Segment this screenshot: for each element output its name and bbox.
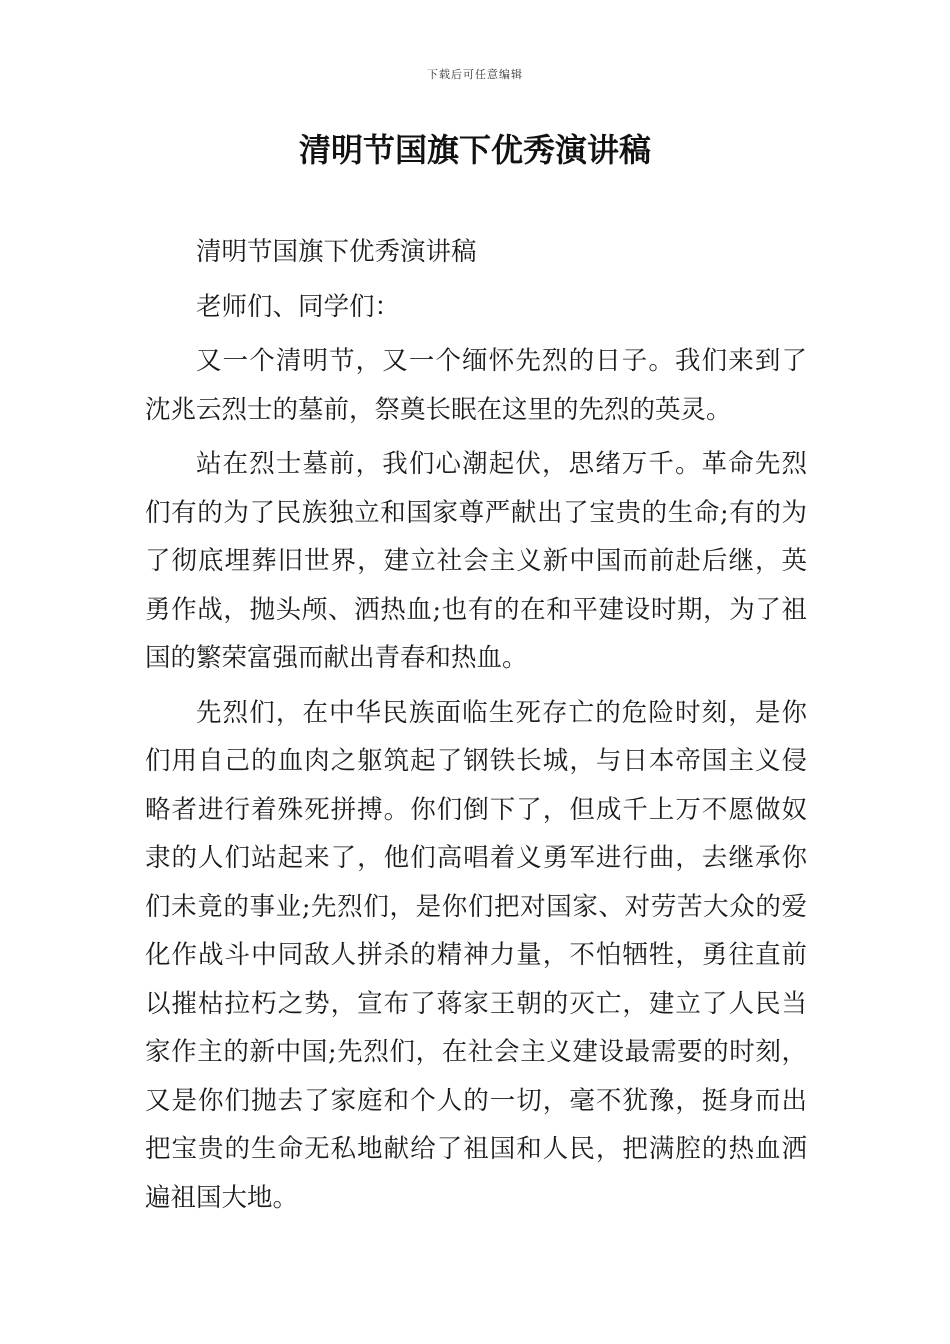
document-title: 清明节国旗下优秀演讲稿 [298, 131, 651, 169]
paragraph-1: 又一个清明节，又一个缅怀先烈的日子。我们来到了沈兆云烈士的墓前，祭奠长眠在这里的先烈的英灵。 [145, 346, 807, 425]
paragraph-3: 先烈们，在中华民族面临生死存亡的危险时刻，是你们用自己的血肉之躯筑起了钢铁长城，与日本帝国主义侵略者进行着殊死拼搏。你们倒下了，但成千上万不愿做奴隶的人们站起来了，他们高唱着义勇军进行曲，去继承你们未竟的事业;先烈们，是你们把对国家、对劳苦大众的爱化作战斗中同敌人拼杀的精神力量，不怕牺牲，勇往直前以摧枯拉朽之势，宣布了蒋家王朝的灭亡，建立了人民当家作主的新中国;先烈们，在社会主义建设最需要的时刻，又是你们抛去了家庭和个人的一切，毫不犹豫，挺身而出把宝贵的生命无私地献给了祖国和人民，把满腔的热血洒遍祖国大地。 [145, 697, 807, 1213]
page-header-note: 下载后可任意编辑 [427, 68, 523, 81]
paragraph-salutation: 老师们、同学们： [196, 291, 401, 322]
paragraph-subtitle: 清明节国旗下优秀演讲稿 [196, 237, 477, 267]
paragraph-2: 站在烈士墓前，我们心潮起伏，思绪万千。革命先烈们有的为了民族独立和国家尊严献出了宝贵的生命;有的为了彻底埋葬旧世界，建立社会主义新中国而前赴后继，英勇作战，抛头颅、洒热血;也有的在和平建设时期，为了祖国的繁荣富强而献出青春和热血。 [145, 449, 807, 673]
document-body [145, 228, 807, 1222]
